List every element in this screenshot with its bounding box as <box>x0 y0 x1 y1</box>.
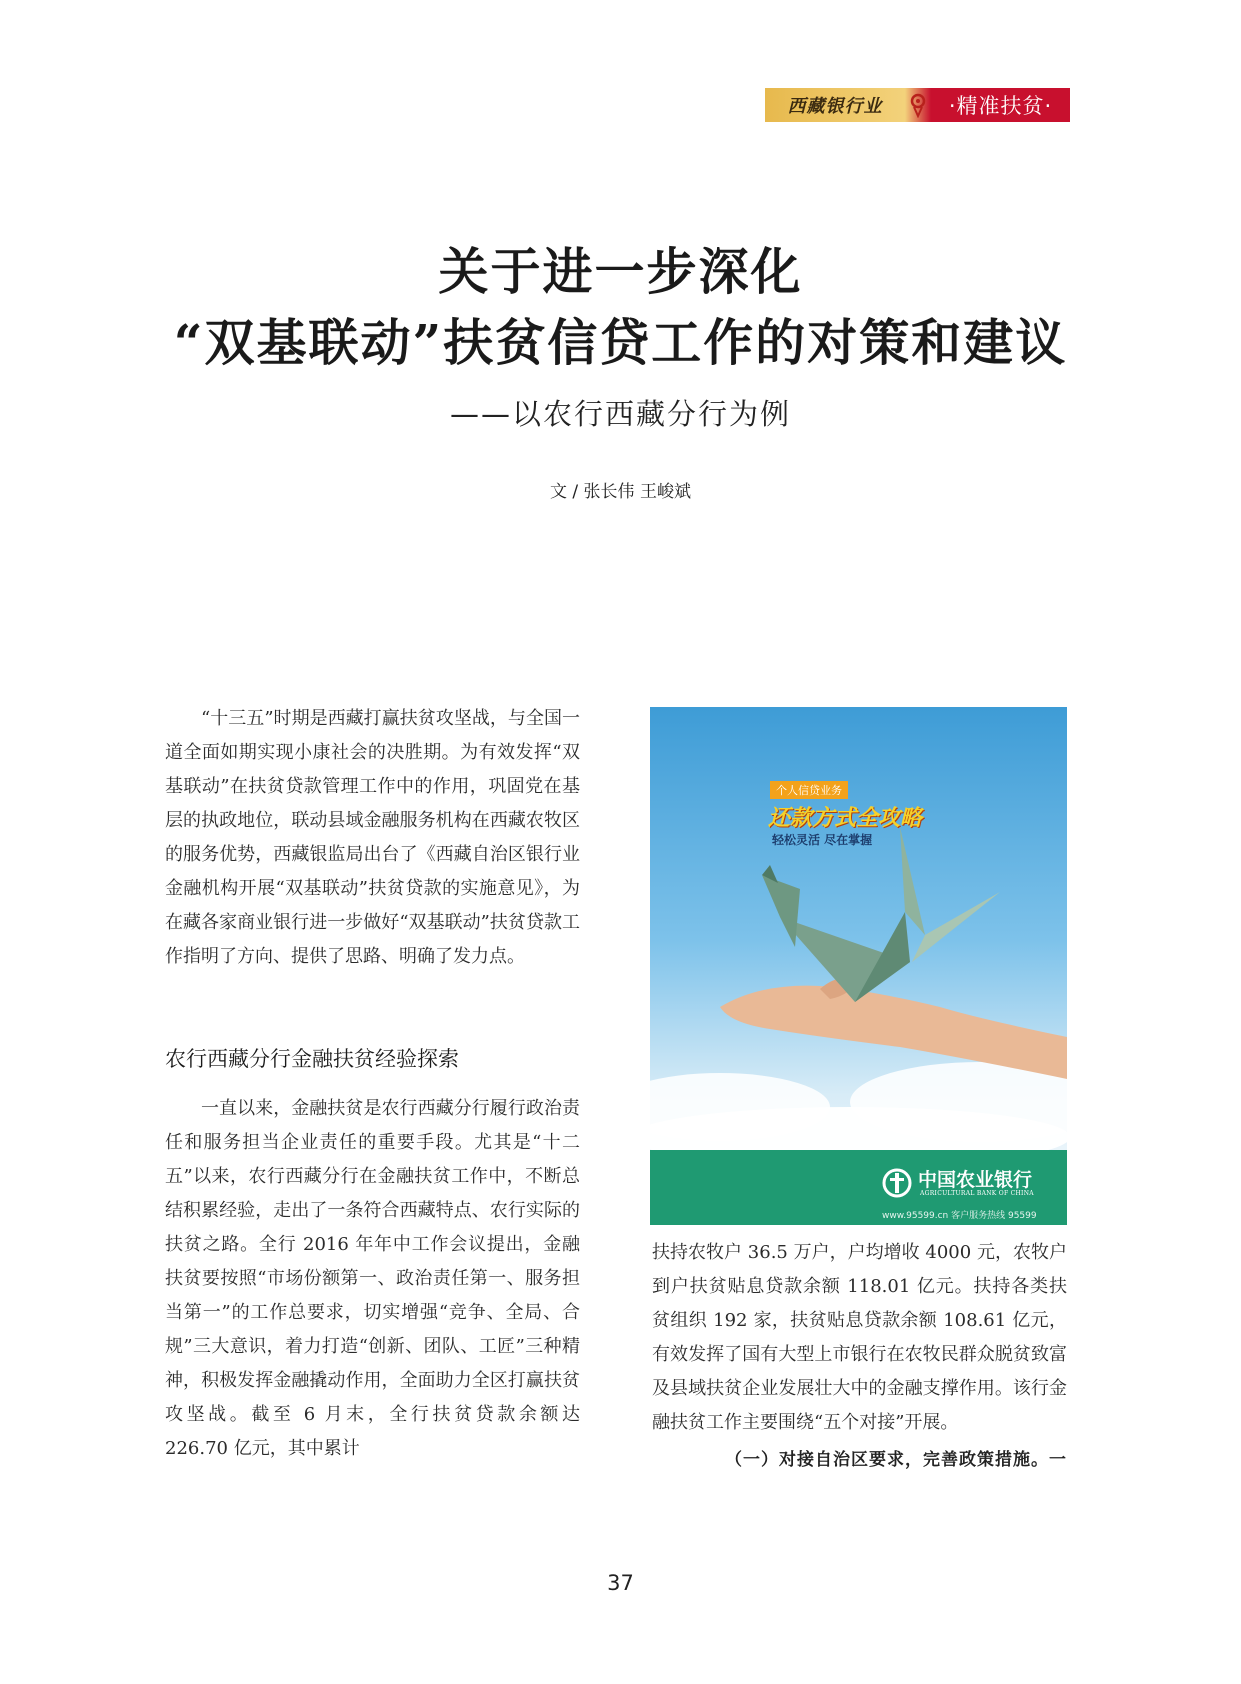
article-title-line-1: 关于进一步深化 <box>438 242 803 301</box>
ad-illustration <box>650 707 1067 1225</box>
bank-contact: www.95599.cn 客户服务热线 95599 <box>882 1211 1037 1221</box>
column-badge <box>765 88 1070 122</box>
magazine-name: 西藏银行业 <box>765 88 905 122</box>
page-number: 37 <box>607 1571 634 1595</box>
byline: 文 / 张长伟 王峻斌 <box>550 482 691 502</box>
sub-heading: （一）对接自治区要求，完善政策措施。一 <box>725 1450 1067 1470</box>
ad-slogan: 轻松灵活 尽在掌握 <box>772 833 873 847</box>
article-subtitle: ——以农行西藏分行为例 <box>449 397 791 431</box>
section-paragraph: 一直以来，金融扶贫是农行西藏分行履行政治责任和服务担当企业责任的重要手段。尤其是“十二五”以来，农行西藏分行在金融扶贫工作中，不断总结积累经验，走出了一条符合西藏特点、农行实际的扶贫之路。全行 2016 年年中工作会议提出，金融扶贫要按照“市场份额第一、政治责任第一、服务担当第一”的工作总要求，切实增强“竞争、全局、合规”三大意识，着力打造“创新、团队、工匠”三种精神，积极发挥金融撬动作用，全面助力全区打赢扶贫攻坚战。截至 6 月末，全行扶贫贷款余额达 226.70 亿元，其中累计 <box>165 1098 580 1459</box>
column-name: ·精准扶贫· <box>931 88 1070 122</box>
intro-paragraph: “十三五”时期是西藏打赢扶贫攻坚战，与全国一道全面如期实现小康社会的决胜期。为有效发挥“双基联动”在扶贫贷款管理工作中的作用，巩固党在基层的执政地位，联动县域金融服务机构在西藏农牧区的服务优势，西藏银监局出台了《西藏自治区银行业金融机构开展“双基联动”扶贫贷款的实施意见》，为在藏各家商业银行进一步做好“双基联动”扶贫贷款工作指明了方向、提供了思路、明确了发力点。 <box>165 708 580 967</box>
continuation-paragraph: 扶持农牧户 36.5 万户，户均增收 4000 元，农牧户到户扶贫贴息贷款余额 118.01 亿元。扶持各类扶贫组织 192 家，扶贫贴息贷款余额 108.61 亿元，有效发挥了国有大型上市银行在农牧民群众脱贫致富及县域扶贫企业发展壮大中的金融支撑作用。该行金融扶贫工作主要围绕“五个对接”开展。 <box>652 1242 1067 1433</box>
ad-footer <box>650 1150 1067 1225</box>
ad-headline: 还款方式全攻略 <box>768 806 923 831</box>
bank-name: 中国农业银行 <box>918 1169 1033 1191</box>
section-heading: 农行西藏分行金融扶贫经验探索 <box>165 1047 459 1071</box>
knot-ornament-icon <box>905 88 931 122</box>
article-title-line-2: “双基联动”扶贫信贷工作的对策和建议 <box>173 313 1068 372</box>
bank-name-english: AGRICULTURAL BANK OF CHINA <box>920 1190 1034 1197</box>
bank-logo-icon <box>882 1168 912 1198</box>
ad-tag: 个人信贷业务 <box>770 781 848 799</box>
bank-advertisement <box>650 707 1067 1225</box>
